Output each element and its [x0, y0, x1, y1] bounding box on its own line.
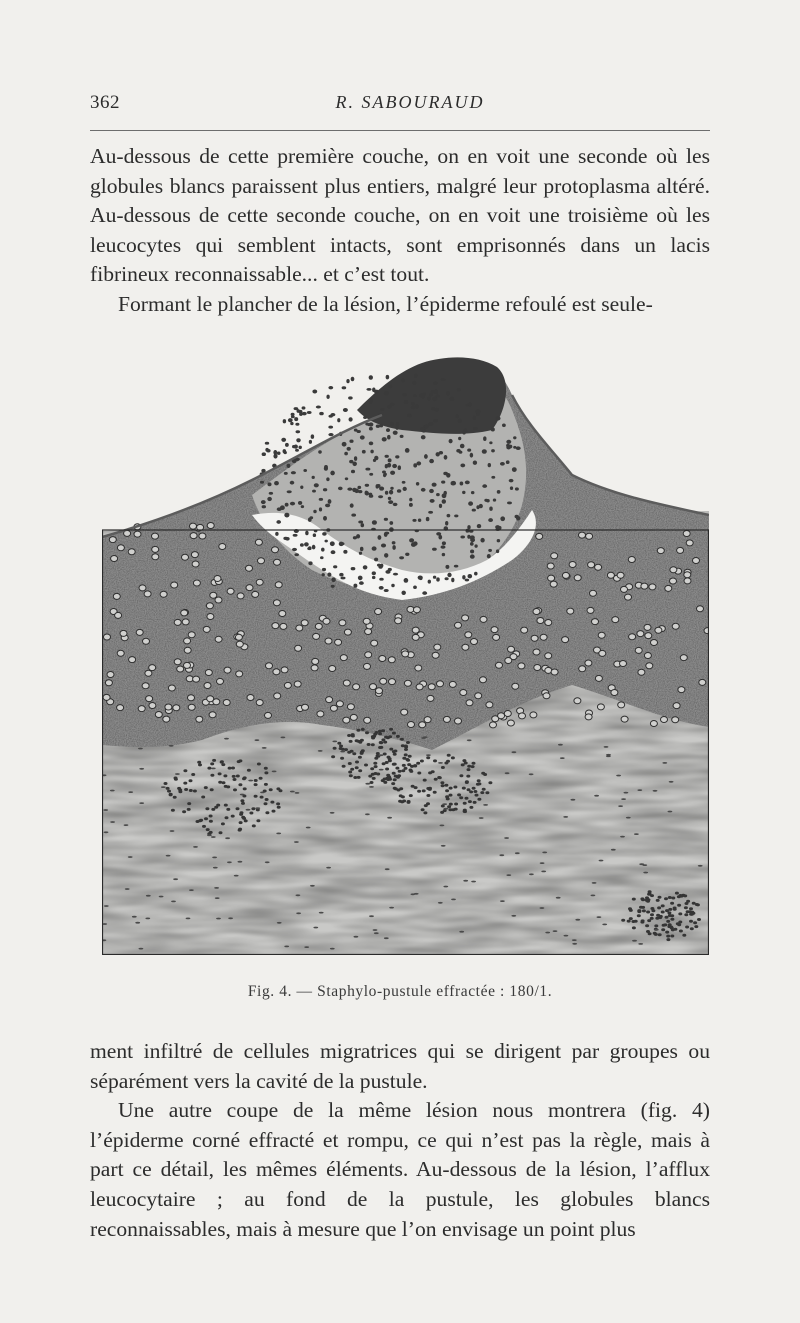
page-header [90, 92, 710, 122]
body-text-bottom [90, 1037, 710, 1244]
header-rule [90, 130, 710, 131]
paragraph: ment infiltré de cellules migratrices qui se dirigent par groupes ou séparément vers la cavité de la pustule. [90, 1039, 710, 1093]
paragraph: Au-dessous de cette première couche, on en voit une seconde où les globules blancs paraissent plus entiers, malgré leur protoplasma altéré. Au-dessous de cette seconde couche, on en voit une troisième où les leucocytes qui semblent intacts, sont emprisonnés dans un lacis fibrineux reconnaissable... et c’est tout. [90, 144, 710, 287]
body-text-top [90, 142, 710, 320]
running-head: R. SABOURAUD [335, 92, 485, 112]
histology-figure [102, 355, 709, 955]
figure-illustration [102, 355, 709, 955]
figure-caption: Fig. 4. — Staphylo-pustule effractée : 180/1. [247, 983, 553, 1000]
paragraph: Formant le plancher de la lésion, l’épiderme refoulé est seule- [118, 291, 653, 316]
paragraph: Une autre coupe de la même lésion nous montrera (fig. 4) l’épiderme corné effracté et rompu, ce qui n’est pas la règle, mais à part ce détail, les mêmes éléments. Au-dessous de la lésion, l’afflux leucocytaire ; au fond de la pustule, les globules blancs reconnaissables, mais à mesure que l’on envisage un point plus [90, 1098, 710, 1241]
page-number: 362 [90, 92, 120, 113]
